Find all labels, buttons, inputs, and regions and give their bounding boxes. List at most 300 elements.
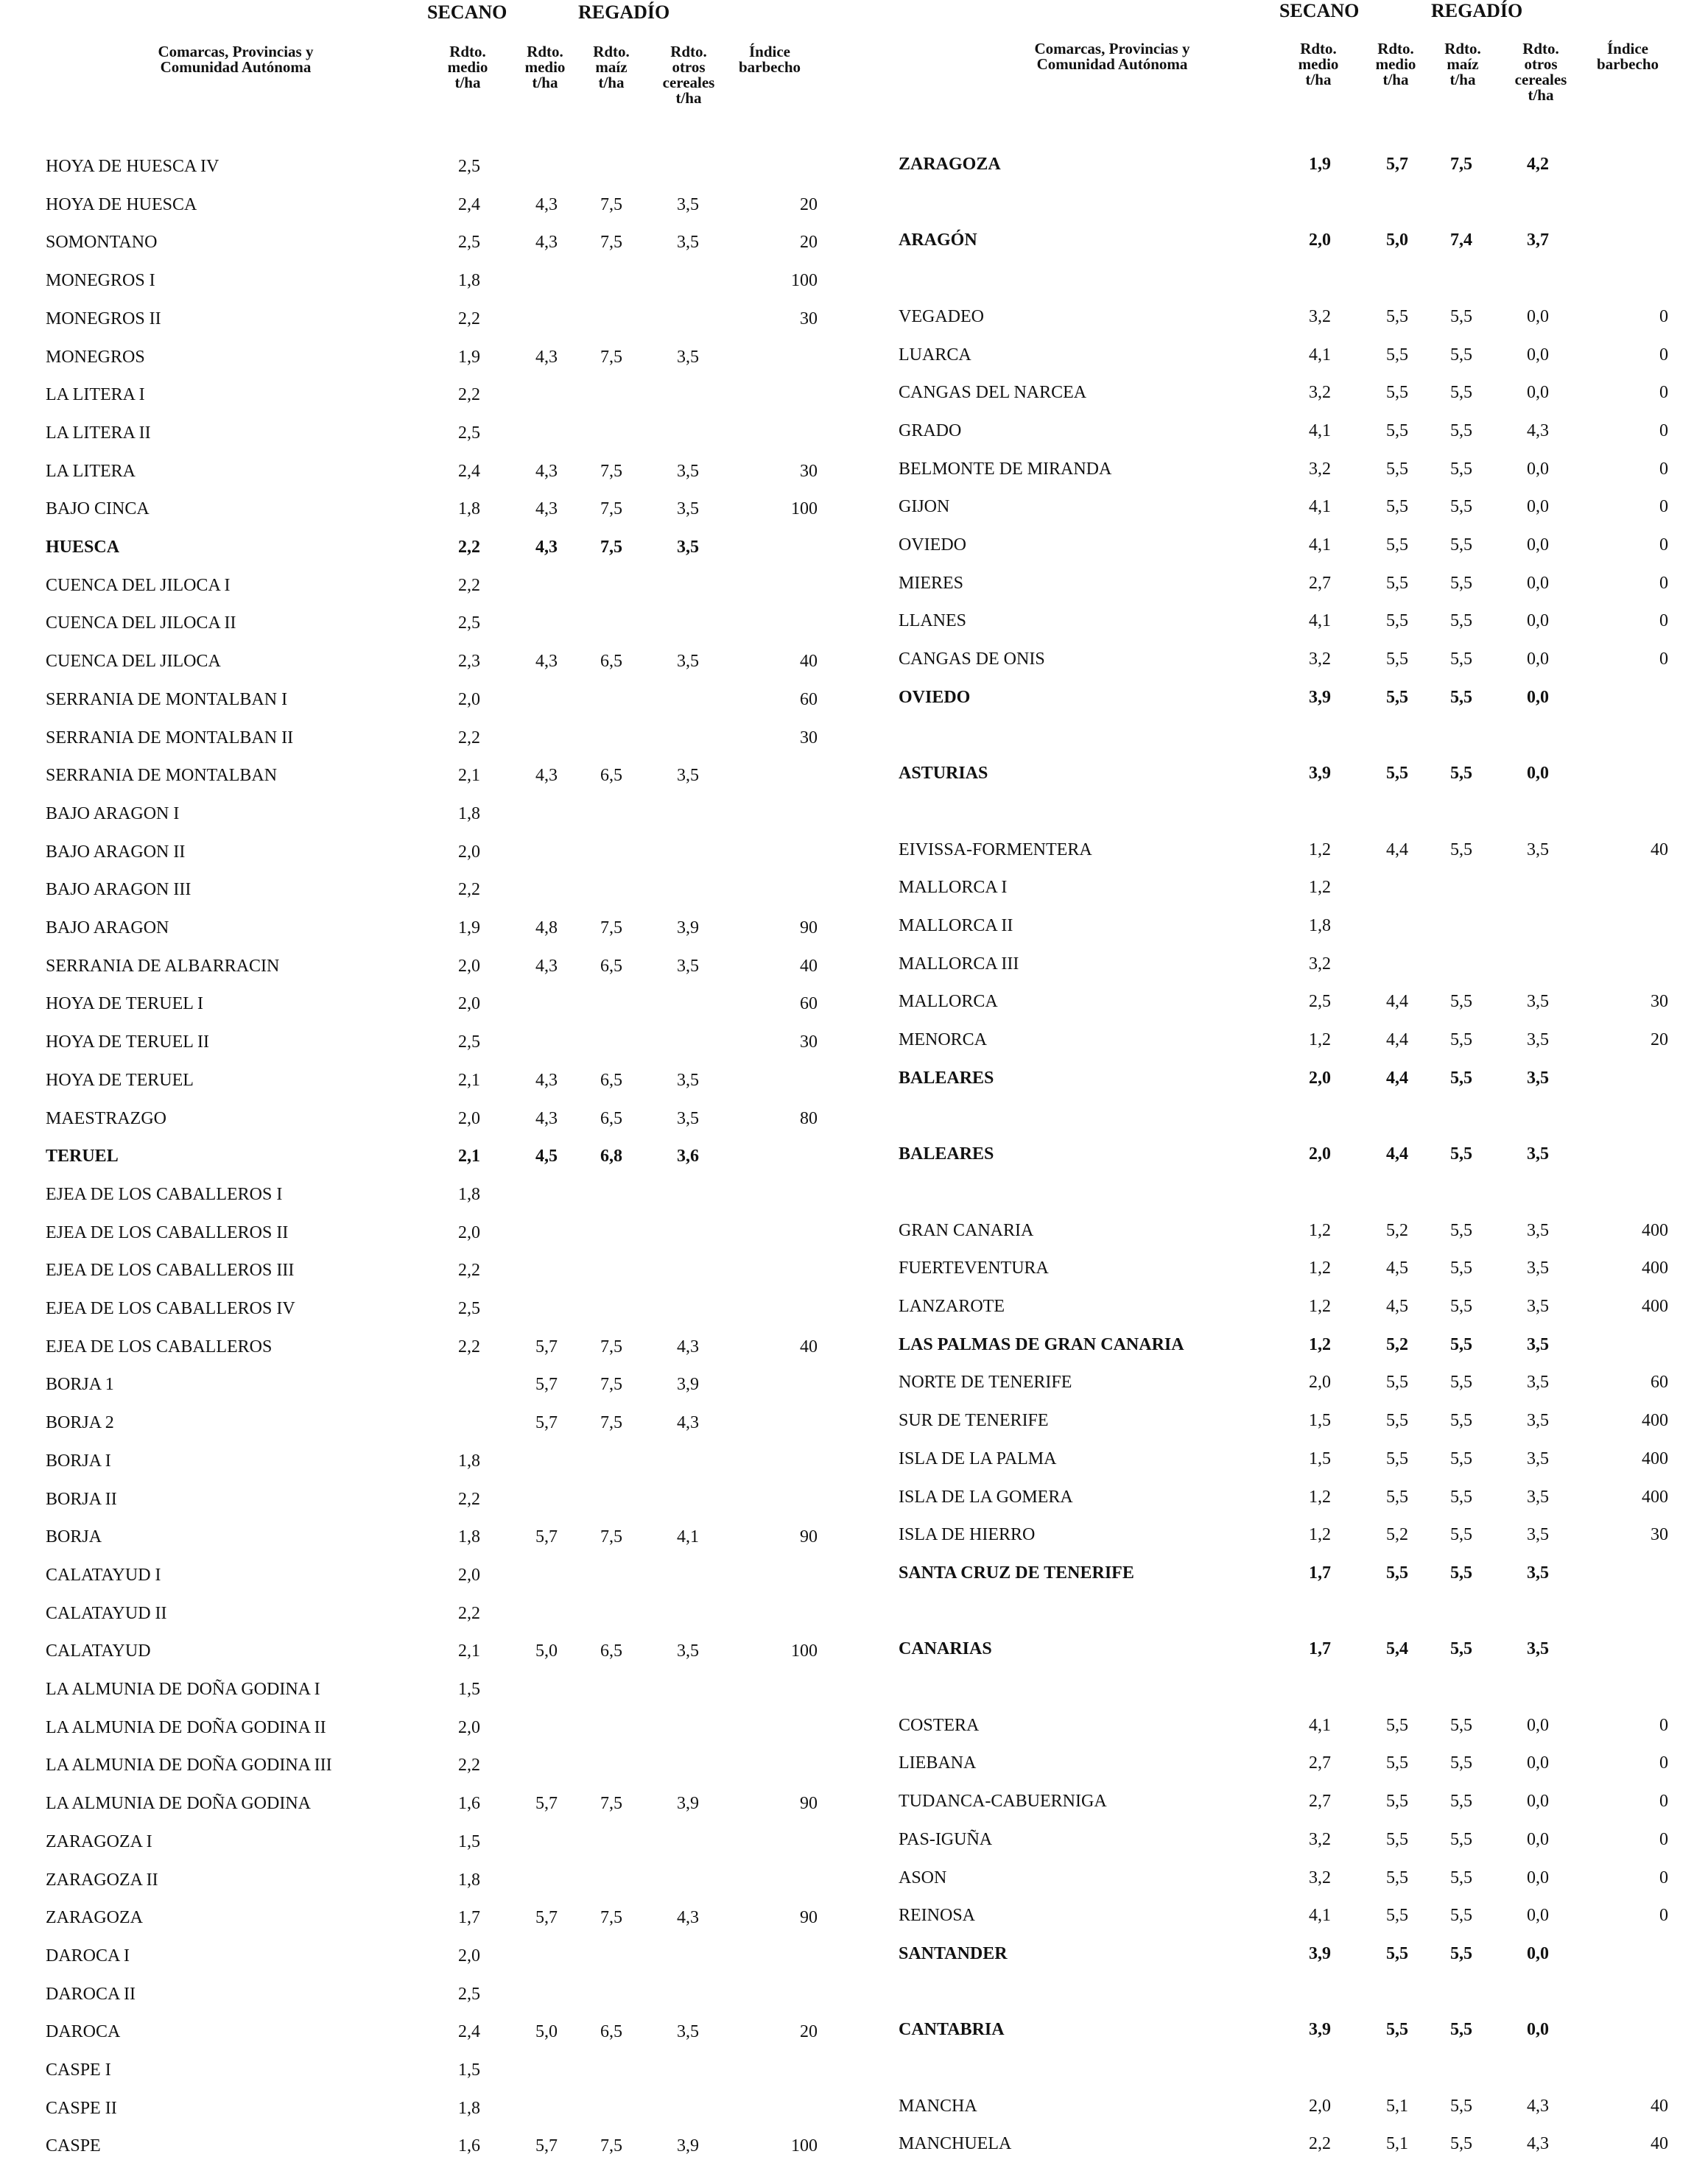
- cell-otros: 3,6: [677, 1147, 699, 1166]
- cell-secano: 3,9: [1309, 687, 1331, 707]
- cell-secano: 2,4: [458, 461, 480, 481]
- cell-otros: 3,5: [677, 766, 699, 786]
- cell-indice: 30: [800, 309, 818, 328]
- cell-regadio: 5,7: [535, 1375, 558, 1395]
- cell-name: CUENCA DEL JILOCA I: [46, 575, 231, 595]
- cell-secano: 1,8: [458, 2098, 480, 2118]
- table-row: [854, 1524, 1708, 1546]
- cell-regadio: 4,4: [1386, 840, 1408, 859]
- table-row: [854, 153, 1708, 175]
- cell-secano: 2,4: [458, 2022, 480, 2042]
- cell-name: ZARAGOZA: [46, 1908, 143, 1928]
- cell-name: CALATAYUD II: [46, 1603, 167, 1623]
- cell-indice: 30: [800, 461, 818, 481]
- cell-maiz: 5,5: [1450, 535, 1472, 555]
- table-row: [0, 308, 854, 330]
- cell-otros: 3,5: [1527, 1030, 1549, 1050]
- cell-indice: 90: [800, 1908, 818, 1928]
- table-row: [854, 1943, 1708, 1965]
- cell-indice: 100: [791, 499, 818, 519]
- table-row: [0, 536, 854, 558]
- cell-regadio: 5,5: [1386, 535, 1408, 555]
- cell-name: BAJO ARAGON III: [46, 880, 191, 900]
- cell-maiz: 5,5: [1450, 1563, 1472, 1583]
- cell-name: EJEA DE LOS CABALLEROS: [46, 1337, 273, 1356]
- cell-otros: 3,5: [1527, 1487, 1549, 1507]
- cell-name: DAROCA I: [46, 1946, 130, 1965]
- cell-indice: 90: [800, 1527, 818, 1547]
- cell-secano: 2,0: [1309, 1373, 1331, 1393]
- cell-regadio: 5,5: [1386, 1792, 1408, 1812]
- cell-secano: 2,2: [458, 728, 480, 747]
- cell-name: ISLA DE LA PALMA: [899, 1449, 1057, 1468]
- cell-maiz: 5,5: [1450, 497, 1472, 517]
- table-row: [0, 1108, 854, 1130]
- cell-secano: 1,2: [1309, 1297, 1331, 1316]
- cell-regadio: 5,5: [1386, 1715, 1408, 1735]
- cell-indice: 40: [1651, 840, 1668, 859]
- col-header-indice: Índice barbecho: [739, 43, 801, 76]
- cell-maiz: 6,5: [600, 1070, 622, 1090]
- cell-name: DAROCA II: [46, 1984, 136, 2004]
- col-header-otros: Rdto. otros cereales t/ha: [1514, 40, 1567, 104]
- cell-name: GRADO: [899, 420, 962, 440]
- cell-otros: 3,5: [1527, 1259, 1549, 1278]
- cell-name: ASTURIAS: [899, 764, 988, 784]
- cell-secano: 2,0: [458, 1717, 480, 1737]
- cell-regadio: 4,3: [535, 1070, 558, 1090]
- cell-regadio: 5,4: [1386, 1639, 1408, 1659]
- cell-secano: 2,0: [1309, 2096, 1331, 2116]
- cell-otros: 3,5: [1527, 1373, 1549, 1393]
- cell-indice: 80: [800, 1108, 818, 1128]
- cell-name: SERRANIA DE MONTALBAN I: [46, 689, 288, 709]
- cell-indice: 400: [1642, 1220, 1668, 1240]
- cell-regadio: 4,5: [1386, 1297, 1408, 1316]
- cell-secano: 4,1: [1309, 420, 1331, 440]
- cell-name: CALATAYUD I: [46, 1565, 161, 1585]
- cell-secano: 1,9: [458, 347, 480, 367]
- cell-name: CANGAS DE ONIS: [899, 650, 1045, 669]
- cell-name: BORJA 2: [46, 1413, 114, 1433]
- table-row: [0, 689, 854, 711]
- cell-indice: 0: [1659, 459, 1668, 479]
- cell-name: BAJO ARAGON II: [46, 842, 186, 862]
- cell-maiz: 7,4: [1450, 230, 1472, 250]
- cell-secano: 4,1: [1309, 535, 1331, 555]
- cell-regadio: 5,5: [1386, 383, 1408, 403]
- cell-secano: 2,5: [458, 1032, 480, 1052]
- cell-maiz: 5,5: [1450, 1144, 1472, 1164]
- cell-name: EJEA DE LOS CABALLEROS IV: [46, 1299, 295, 1318]
- cell-maiz: 5,5: [1450, 840, 1472, 859]
- cell-name: LA ALMUNIA DE DOÑA GODINA I: [46, 1680, 320, 1699]
- table-row: [0, 1717, 854, 1739]
- cell-secano: 2,5: [458, 233, 480, 253]
- cell-regadio: 4,3: [535, 347, 558, 367]
- cell-secano: 2,2: [458, 309, 480, 328]
- cell-regadio: 5,0: [1386, 230, 1408, 250]
- cell-secano: 2,1: [458, 766, 480, 786]
- cell-maiz: 5,5: [1450, 687, 1472, 707]
- cell-regadio: 5,5: [1386, 2020, 1408, 2040]
- cell-indice: 20: [800, 233, 818, 253]
- cell-otros: 0,0: [1527, 1753, 1549, 1773]
- cell-indice: 60: [800, 689, 818, 709]
- cell-maiz: 5,5: [1450, 420, 1472, 440]
- cell-secano: 2,0: [458, 1222, 480, 1242]
- cell-name: MIERES: [899, 573, 964, 593]
- cell-otros: 4,3: [1527, 2096, 1549, 2116]
- cell-name: SERRANIA DE MONTALBAN II: [46, 728, 294, 747]
- table-row: [0, 1373, 854, 1396]
- cell-secano: 1,8: [458, 271, 480, 291]
- table-row: [854, 458, 1708, 480]
- table-row: [0, 841, 854, 863]
- cell-secano: 4,1: [1309, 497, 1331, 517]
- cell-secano: 2,2: [458, 1337, 480, 1356]
- table-row: [0, 764, 854, 786]
- cell-maiz: 5,5: [1450, 1868, 1472, 1887]
- cell-otros: 3,5: [1527, 992, 1549, 1012]
- cell-otros: 3,5: [1527, 1144, 1549, 1164]
- cell-otros: 3,5: [677, 956, 699, 976]
- table-row: [0, 1145, 854, 1167]
- table-row: [0, 1526, 854, 1548]
- cell-name: CASPE I: [46, 2060, 111, 2080]
- table-row: [0, 1869, 854, 1891]
- cell-otros: 4,1: [677, 1527, 699, 1547]
- cell-indice: 0: [1659, 1715, 1668, 1735]
- cell-indice: 400: [1642, 1487, 1668, 1507]
- cell-name: SERRANIA DE ALBARRACIN: [46, 956, 280, 976]
- cell-secano: 2,2: [458, 385, 480, 405]
- cell-otros: 0,0: [1527, 1868, 1549, 1887]
- table-row: [854, 1562, 1708, 1584]
- cell-name: FUERTEVENTURA: [899, 1259, 1049, 1278]
- cell-maiz: 5,5: [1450, 650, 1472, 669]
- cell-maiz: 5,5: [1450, 611, 1472, 631]
- cell-otros: 0,0: [1527, 306, 1549, 326]
- cell-secano: 1,2: [1309, 840, 1331, 859]
- cell-name: MAESTRAZGO: [46, 1108, 167, 1128]
- cell-otros: 0,0: [1527, 535, 1549, 555]
- cell-indice: 0: [1659, 420, 1668, 440]
- table-row: [0, 2021, 854, 2043]
- cell-secano: 2,0: [1309, 230, 1331, 250]
- cell-secano: 1,2: [1309, 1220, 1331, 1240]
- col-header-regadio-rdto: Rdto. medio t/ha: [524, 43, 566, 91]
- cell-indice: 30: [1651, 992, 1668, 1012]
- cell-name: SOMONTANO: [46, 233, 158, 253]
- cell-maiz: 5,5: [1450, 1715, 1472, 1735]
- cell-maiz: 5,5: [1450, 1220, 1472, 1240]
- cell-indice: 0: [1659, 611, 1668, 631]
- table-row: [0, 384, 854, 406]
- cell-otros: 0,0: [1527, 345, 1549, 365]
- cell-indice: 0: [1659, 345, 1668, 365]
- table-row: [854, 1371, 1708, 1393]
- table-row: [854, 420, 1708, 442]
- cell-regadio: 4,4: [1386, 1144, 1408, 1164]
- cell-secano: 1,8: [458, 1527, 480, 1547]
- cell-name: HOYA DE HUESCA IV: [46, 157, 219, 176]
- table-row: [0, 155, 854, 177]
- table-row: [0, 612, 854, 634]
- cell-indice: 40: [1651, 2134, 1668, 2154]
- cell-name: EJEA DE LOS CABALLEROS II: [46, 1222, 289, 1242]
- cell-secano: 3,2: [1309, 650, 1331, 669]
- cell-name: SERRANIA DE MONTALBAN: [46, 766, 278, 786]
- cell-name: SANTANDER: [899, 1943, 1008, 1963]
- cell-secano: 2,0: [458, 1108, 480, 1128]
- cell-name: ISLA DE HIERRO: [899, 1525, 1036, 1545]
- cell-secano: 1,5: [458, 1680, 480, 1699]
- cell-maiz: 5,5: [1450, 2096, 1472, 2116]
- cell-secano: 2,7: [1309, 573, 1331, 593]
- col-header-regadio-rdto: Rdto. medio t/ha: [1375, 40, 1416, 88]
- table-row: [854, 1067, 1708, 1089]
- table-row: [0, 270, 854, 292]
- table-row: [0, 917, 854, 939]
- cell-name: CASPE: [46, 2136, 101, 2156]
- cell-maiz: 5,5: [1450, 1030, 1472, 1050]
- table-row: [0, 1412, 854, 1434]
- cell-otros: 3,5: [1527, 1449, 1549, 1468]
- cell-maiz: 6,5: [600, 956, 622, 976]
- table-row: [0, 2059, 854, 2081]
- table-row: [854, 381, 1708, 404]
- cell-otros: 3,5: [1527, 1297, 1549, 1316]
- cell-name: PAS-IGUÑA: [899, 1829, 993, 1849]
- cell-indice: 20: [800, 2022, 818, 2042]
- cell-otros: 0,0: [1527, 1792, 1549, 1812]
- col-header-maiz: Rdto. maíz t/ha: [1444, 40, 1481, 88]
- cell-otros: 0,0: [1527, 1943, 1549, 1963]
- cell-secano: 2,5: [458, 423, 480, 443]
- cell-secano: 2,2: [458, 538, 480, 557]
- table-row: [0, 955, 854, 977]
- cell-otros: 3,9: [677, 1794, 699, 1814]
- cell-name: HOYA DE HUESCA: [46, 194, 197, 214]
- cell-maiz: 5,5: [1450, 1449, 1472, 1468]
- cell-secano: 3,2: [1309, 1829, 1331, 1849]
- cell-name: COSTERA: [899, 1715, 980, 1735]
- cell-regadio: 4,4: [1386, 1068, 1408, 1088]
- cell-regadio: 4,3: [535, 538, 558, 557]
- cell-secano: 2,7: [1309, 1753, 1331, 1773]
- table-row: [0, 1259, 854, 1281]
- cell-name: CANGAS DEL NARCEA: [899, 383, 1087, 403]
- cell-otros: 0,0: [1527, 573, 1549, 593]
- cell-regadio: 4,3: [535, 194, 558, 214]
- cell-indice: 0: [1659, 306, 1668, 326]
- table-row: [0, 1488, 854, 1510]
- cell-maiz: 5,5: [1450, 1943, 1472, 1963]
- regadio-header: REGADÍO: [1431, 0, 1523, 21]
- cell-maiz: 7,5: [600, 918, 622, 937]
- cell-name: CUENCA DEL JILOCA: [46, 652, 221, 672]
- cell-name: ZARAGOZA I: [46, 1831, 152, 1851]
- table-row: [0, 1945, 854, 1967]
- col-header-indice: Índice barbecho: [1597, 40, 1659, 73]
- cell-regadio: 5,7: [535, 1794, 558, 1814]
- table-row: [0, 194, 854, 216]
- cell-secano: 2,3: [458, 652, 480, 672]
- cell-indice: 0: [1659, 1868, 1668, 1887]
- cell-secano: 1,8: [1309, 916, 1331, 935]
- cell-regadio: 5,7: [535, 1908, 558, 1928]
- table-row: [0, 1792, 854, 1815]
- cell-otros: 0,0: [1527, 1906, 1549, 1926]
- table-row: [0, 1640, 854, 1662]
- cell-regadio: 4,8: [535, 918, 558, 937]
- cell-secano: 3,2: [1309, 383, 1331, 403]
- col-header-secano-rdto: Rdto. medio t/ha: [1298, 40, 1339, 88]
- cell-name: LA ALMUNIA DE DOÑA GODINA: [46, 1794, 311, 1814]
- regadio-header: REGADÍO: [578, 1, 670, 23]
- table-row: [0, 1983, 854, 2005]
- table-row: [0, 1298, 854, 1320]
- table-row: [0, 1831, 854, 1853]
- cell-name: GIJON: [899, 497, 950, 517]
- cell-secano: 1,7: [458, 1908, 480, 1928]
- cell-indice: 100: [791, 1641, 818, 1661]
- cell-name: OVIEDO: [899, 687, 971, 707]
- cell-secano: 2,0: [458, 1565, 480, 1585]
- cell-secano: 1,2: [1309, 878, 1331, 898]
- cell-name: TUDANCA-CABUERNIGA: [899, 1792, 1107, 1812]
- cell-secano: 2,0: [1309, 1068, 1331, 1088]
- cell-name: CUENCA DEL JILOCA II: [46, 613, 236, 633]
- cell-name: LA ALMUNIA DE DOÑA GODINA II: [46, 1717, 326, 1737]
- cell-indice: 0: [1659, 535, 1668, 555]
- cell-name: DAROCA: [46, 2022, 121, 2042]
- table-row: [0, 1336, 854, 1358]
- table-row: [0, 460, 854, 482]
- cell-indice: 0: [1659, 1829, 1668, 1849]
- table-row: [854, 648, 1708, 670]
- cell-indice: 0: [1659, 1753, 1668, 1773]
- cell-otros: 0,0: [1527, 764, 1549, 784]
- cell-otros: 0,0: [1527, 1829, 1549, 1849]
- table-row: [0, 574, 854, 596]
- cell-otros: 0,0: [1527, 459, 1549, 479]
- table-row: [854, 534, 1708, 556]
- table-row: [854, 1029, 1708, 1051]
- table-row: [0, 1450, 854, 1472]
- cell-secano: 1,6: [458, 2136, 480, 2156]
- cell-otros: 0,0: [1527, 687, 1549, 707]
- cell-maiz: 5,5: [1450, 1792, 1472, 1812]
- cell-regadio: 4,3: [535, 1108, 558, 1128]
- cell-otros: 3,5: [677, 233, 699, 253]
- cell-regadio: 5,7: [535, 1527, 558, 1547]
- cell-secano: 2,5: [458, 1984, 480, 2004]
- cell-regadio: 4,3: [535, 766, 558, 786]
- cell-secano: 1,2: [1309, 1259, 1331, 1278]
- table-row: [854, 1867, 1708, 1889]
- cell-indice: 90: [800, 1794, 818, 1814]
- cell-name: ARAGÓN: [899, 230, 977, 250]
- cell-maiz: 7,5: [600, 233, 622, 253]
- col-header-otros: Rdto. otros cereales t/ha: [662, 43, 715, 107]
- cell-regadio: 5,2: [1386, 1334, 1408, 1354]
- cell-maiz: 7,5: [600, 2136, 622, 2156]
- cell-secano: 2,5: [458, 157, 480, 176]
- cell-secano: 1,7: [1309, 1639, 1331, 1659]
- cell-regadio: 5,5: [1386, 1868, 1408, 1887]
- cell-name: MONEGROS I: [46, 271, 155, 291]
- cell-regadio: 5,5: [1386, 611, 1408, 631]
- cell-regadio: 4,3: [535, 233, 558, 253]
- cell-regadio: 5,5: [1386, 306, 1408, 326]
- table-row: [0, 650, 854, 672]
- cell-name: ZARAGOZA: [899, 155, 1001, 174]
- cell-otros: 3,5: [1527, 840, 1549, 859]
- table-row: [0, 231, 854, 253]
- cell-indice: 0: [1659, 497, 1668, 517]
- table-row: [0, 498, 854, 520]
- cell-name: HOYA DE TERUEL II: [46, 1032, 209, 1052]
- cell-maiz: 5,5: [1450, 764, 1472, 784]
- table-row: [854, 990, 1708, 1013]
- table-row: [854, 762, 1708, 784]
- cell-regadio: 5,2: [1386, 1220, 1408, 1240]
- cell-name: SUR DE TENERIFE: [899, 1411, 1049, 1431]
- table-row: [854, 2095, 1708, 2117]
- cell-secano: 1,8: [458, 803, 480, 823]
- cell-name: MALLORCA II: [899, 916, 1013, 935]
- cell-secano: 2,0: [458, 689, 480, 709]
- table-row: [0, 1602, 854, 1625]
- cell-name: ZARAGOZA II: [46, 1870, 158, 1890]
- cell-secano: 1,5: [1309, 1411, 1331, 1431]
- cell-otros: 4,2: [1527, 155, 1549, 174]
- cell-otros: 3,5: [677, 499, 699, 519]
- table-row: [854, 1638, 1708, 1660]
- cell-name: MONEGROS: [46, 347, 145, 367]
- cell-secano: 1,5: [1309, 1449, 1331, 1468]
- cell-name: GRAN CANARIA: [899, 1220, 1034, 1240]
- table-row: [0, 1678, 854, 1700]
- table-row: [854, 1334, 1708, 1356]
- cell-regadio: 5,7: [1386, 155, 1408, 174]
- cell-name: EIVISSA-FORMENTERA: [899, 840, 1092, 859]
- cell-indice: 0: [1659, 383, 1668, 403]
- cell-regadio: 4,3: [535, 652, 558, 672]
- cell-otros: 4,3: [677, 1413, 699, 1433]
- cell-secano: 2,2: [458, 575, 480, 595]
- table-row: [0, 879, 854, 901]
- cell-regadio: 5,5: [1386, 650, 1408, 669]
- cell-regadio: 5,5: [1386, 1906, 1408, 1926]
- col-header-comarcas: Comarcas, Provincias y Comunidad Autónoma: [1034, 40, 1190, 73]
- cell-secano: 2,5: [458, 613, 480, 633]
- secano-header: SECANO: [427, 1, 507, 23]
- cell-maiz: 5,5: [1450, 1829, 1472, 1849]
- cell-regadio: 5,5: [1386, 1829, 1408, 1849]
- cell-name: MALLORCA I: [899, 878, 1008, 898]
- cell-name: CASPE II: [46, 2098, 117, 2118]
- cell-name: TERUEL: [46, 1147, 119, 1166]
- cell-name: MANCHA: [899, 2096, 977, 2116]
- cell-regadio: 5,5: [1386, 1487, 1408, 1507]
- table-row: [854, 1448, 1708, 1470]
- cell-regadio: 4,3: [535, 461, 558, 481]
- table-row: [854, 953, 1708, 975]
- cell-secano: 2,2: [458, 1603, 480, 1623]
